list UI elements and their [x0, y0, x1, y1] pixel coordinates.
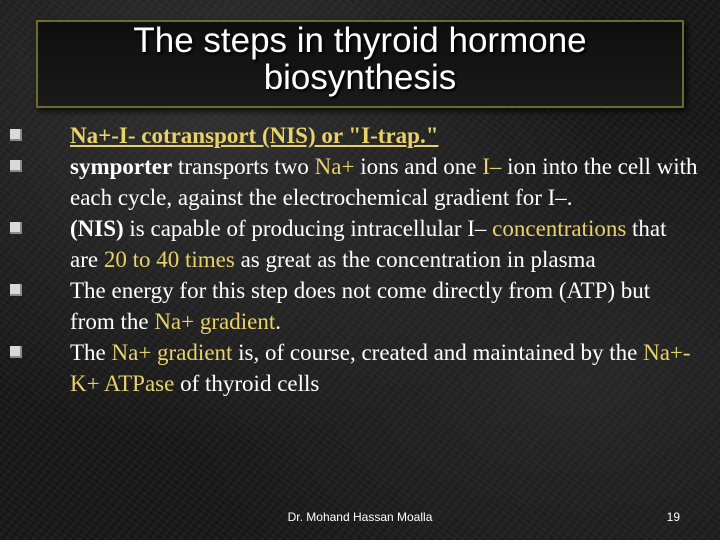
- bullet-text: as great as the concentration in plasma: [234, 247, 596, 272]
- bullet-item: [10, 275, 700, 337]
- square-bullet-icon: [10, 129, 22, 141]
- bullet-highlight: Na+-K+ ATPase: [70, 340, 691, 396]
- bullet-text: transports two: [172, 154, 315, 179]
- bullet-text: that are: [70, 216, 667, 272]
- bullet-text: ions and one: [354, 154, 483, 179]
- bullet-bold-lead: symporter: [70, 154, 173, 179]
- bullet-highlight: 20 to 40 times: [103, 247, 235, 272]
- bullet-text: The: [70, 340, 112, 365]
- bullet-text: of thyroid cells: [174, 371, 320, 396]
- square-bullet-icon: [10, 346, 22, 358]
- square-bullet-icon: [10, 284, 22, 296]
- bullet-highlight: Na+: [314, 154, 355, 179]
- square-bullet-icon: [10, 222, 22, 234]
- footer-author: Dr. Mohand Hassan Moalla: [287, 510, 433, 524]
- bullet-text: The energy for this step does not come directly from (ATP) but from the: [70, 278, 651, 334]
- bullet-item: [10, 337, 700, 399]
- bullet-text: ion into the cell with each cycle, against the electrochemical gradient for I–.: [70, 154, 698, 210]
- bullet-text: Na+-I- cotransport (NIS) or "I-trap.": [70, 123, 439, 148]
- bullet-item: [10, 213, 700, 275]
- bullet-highlight: concentrations: [492, 216, 627, 241]
- slide-title: The steps in thyroid hormone biosynthesis: [133, 21, 587, 97]
- bullet-item: [10, 151, 700, 213]
- bullet-text: .: [275, 309, 281, 334]
- square-bullet-icon: [10, 160, 22, 172]
- bullet-text: is capable of producing intracellular I–: [123, 216, 493, 241]
- bullet-highlight: I–: [482, 154, 502, 179]
- bullet-highlight: Na+ gradient: [154, 309, 276, 334]
- bullet-list: [10, 120, 700, 399]
- bullet-text: is, of course, created and maintained by the: [232, 340, 644, 365]
- bullet-bold-lead: (NIS): [70, 216, 124, 241]
- page-number: 19: [666, 510, 680, 524]
- bullet-item: [10, 120, 700, 151]
- bullet-highlight: Na+ gradient: [111, 340, 233, 365]
